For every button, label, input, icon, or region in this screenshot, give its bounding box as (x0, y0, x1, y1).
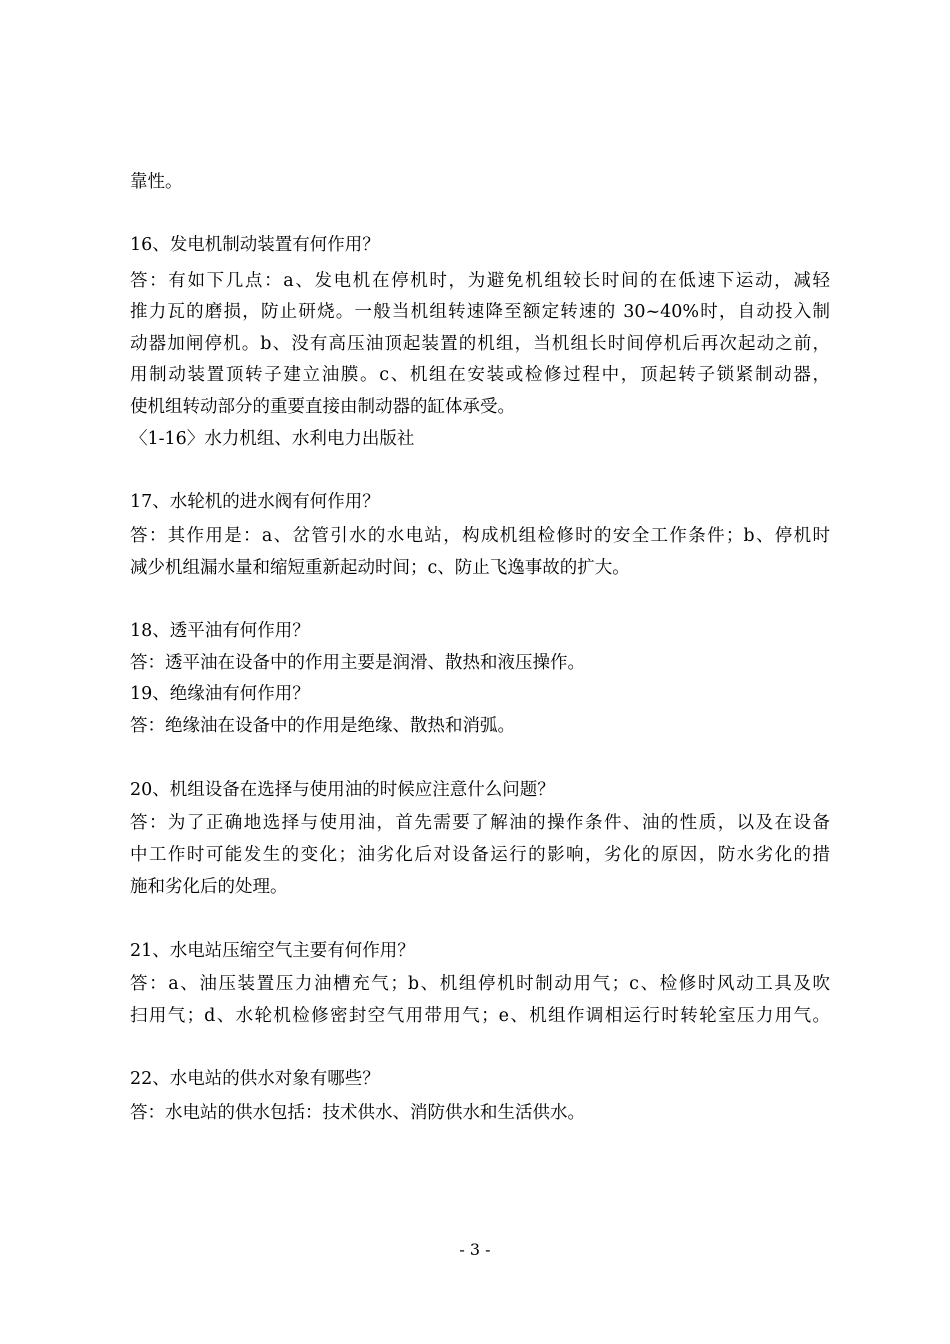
text-line: 靠性。 (130, 172, 183, 192)
question-22: 22、水电站的供水对象有哪些？ (130, 1069, 380, 1089)
answer-16-line: 动器加闸停机。b、没有高压油顶起装置的机组，当机组长时间停机后再次起动之前， (130, 334, 830, 354)
answer-16-line: 推力瓦的磨损，防止研烧。一般当机组转速降至额定转速的 30~40%时，自动投入制 (130, 302, 830, 322)
answer-16-line: 答：有如下几点：a、发电机在停机时，为避免机组较长时间的在低速下运动，减轻 (130, 271, 830, 291)
answer-22: 答：水电站的供水包括：技术供水、消防供水和生活供水。 (130, 1103, 585, 1123)
question-21: 21、水电站压缩空气主要有何作用？ (130, 941, 415, 961)
question-19: 19、绝缘油有何作用？ (130, 684, 310, 704)
question-17: 17、水轮机的进水阀有何作用？ (130, 492, 380, 512)
question-16: 16、发电机制动装置有何作用？ (130, 235, 380, 255)
page-number: - 3 - (459, 1240, 491, 1259)
answer-17-line: 答：其作用是：a、岔管引水的水电站，构成机组检修时的安全工作条件；b、停机时 (130, 526, 830, 546)
reference-note: 〈1-16〉水力机组、水利电力出版社 (130, 429, 415, 449)
answer-17-line: 减少机组漏水量和缩短重新起动时间；c、防止飞逸事故的扩大。 (130, 558, 630, 578)
answer-16-line: 用制动装置顶转子建立油膜。c、机组在安装或检修过程中，顶起转子锁紧制动器， (130, 365, 830, 385)
answer-18: 答：透平油在设备中的作用主要是润滑、散热和液压操作。 (130, 653, 585, 673)
answer-21-line: 扫用气；d、水轮机检修密封空气用带用气；e、机组作调相运行时转轮室压力用气。 (130, 1006, 830, 1026)
question-20: 20、机组设备在选择与使用油的时候应注意什么问题？ (130, 780, 555, 800)
answer-21-line: 答：a、油压装置压力油槽充气；b、机组停机时制动用气；c、检修时风动工具及吹 (130, 974, 830, 994)
answer-20-line: 中工作时可能发生的变化；油劣化后对设备运行的影响，劣化的原因，防水劣化的措 (130, 845, 830, 865)
question-18: 18、透平油有何作用？ (130, 621, 310, 641)
answer-20-line: 答：为了正确地选择与使用油，首先需要了解油的操作条件、油的性质，以及在设备 (130, 813, 830, 833)
answer-19: 答：绝缘油在设备中的作用是绝缘、散热和消弧。 (130, 716, 515, 736)
answer-20-line: 施和劣化后的处理。 (130, 877, 288, 897)
answer-16-line: 使机组转动部分的重要直接由制动器的缸体承受。 (130, 397, 515, 417)
